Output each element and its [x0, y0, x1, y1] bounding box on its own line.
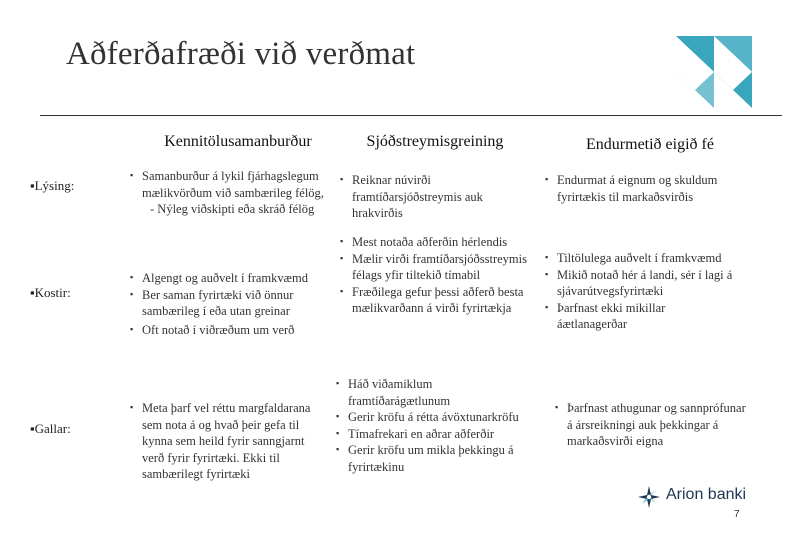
list-item: ▪ Gerir kröfu um mikla þekkingu á fyrirtækinu: [336, 442, 531, 475]
list-item: ▪ Fræðilega gefur þessi aðferð besta mælikvarðann á virði fyrirtækja: [340, 284, 530, 317]
list-item: ▪ Þarfnast athugunar og sannprófunar á ársreikningi auk þekkingar á markaðsvirði eigna: [555, 400, 750, 450]
brand-name: Arion banki: [666, 486, 747, 503]
list-item: ▪ Meta þarf vel réttu margfaldarana sem nota á og hvað þeir gefa til kynna sem heild fyrir sanngjarnt verð fyrir fyrirtæki. Ekki til sambærilegt fyrirtæki: [130, 400, 325, 483]
col3-pros-list: [545, 250, 735, 333]
title-divider: [40, 115, 782, 116]
col3-cons-list: [555, 400, 750, 450]
col1-cons-list: [130, 400, 325, 483]
column-heading-1: Kennitölusamanburður: [164, 133, 312, 150]
list-item: ▪ Gerir kröfu á rétta ávöxtunarkröfu: [336, 409, 531, 426]
slide-title: Aðferðafræði við verðmat: [66, 36, 416, 72]
list-item: ▪ Tiltölulega auðvelt í framkvæmd: [545, 250, 735, 267]
col1-pros-list: [130, 270, 330, 338]
list-item: ▪ Reiknar núvirði framtíðarsjóðstreymis auk hrakvirðis: [340, 172, 520, 222]
arion-star-icon: [638, 486, 660, 508]
col2-cons-list: [336, 376, 531, 475]
list-item: ▪ Tímafrekari en aðrar aðferðir: [336, 426, 531, 443]
row-label-pros: ▪Kostir:: [30, 285, 71, 300]
col2-description-list: [340, 172, 520, 222]
row-label-cons: ▪Gallar:: [30, 421, 71, 436]
column-heading-2: Sjóðstreymisgreining: [366, 133, 504, 150]
list-item: ▪ Mest notaða aðferðin hérlendis: [340, 234, 530, 251]
list-item: ▪ Mikið notað hér á landi, sér í lagi á sjávarútvegsfyrirtæki: [545, 267, 735, 300]
corner-logo-icon: [676, 36, 752, 108]
list-item: ▪ Endurmat á eignum og skuldum fyrirtækis til markaðsvirðis: [545, 172, 750, 205]
list-item: ▪ Oft notað í viðræðum um verð: [130, 322, 330, 339]
col3-description-list: [545, 172, 750, 205]
list-item: ▪ Ber saman fyrirtæki við önnur sambærileg í eða utan greinar: [130, 287, 330, 320]
column-heading-3: Endurmetið eigið fé: [586, 136, 714, 153]
list-item: ▪ Mælir virði framtíðarsjóðsstreymis félags yfir tiltekið tímabil: [340, 251, 530, 284]
list-item: ▪ Samanburður á lykil fjárhagslegum mælikvörðum við sambærileg félög,: [130, 168, 330, 201]
list-item: ▪ Háð viðamiklum framtíðarágætlunum: [336, 376, 531, 409]
list-item: ▪ Algengt og auðvelt í framkvæmd: [130, 270, 330, 287]
page-number: 7: [734, 509, 740, 520]
list-item: - Nýleg viðskipti eða skráð félög: [150, 202, 315, 216]
col1-description-list: [130, 168, 330, 218]
col2-pros-list: [340, 234, 530, 317]
row-label-description: ▪Lýsing:: [30, 178, 75, 193]
brand-logo: [638, 486, 758, 510]
list-item: ▪ Þarfnast ekki mikillar áætlanagerðar: [545, 300, 735, 333]
